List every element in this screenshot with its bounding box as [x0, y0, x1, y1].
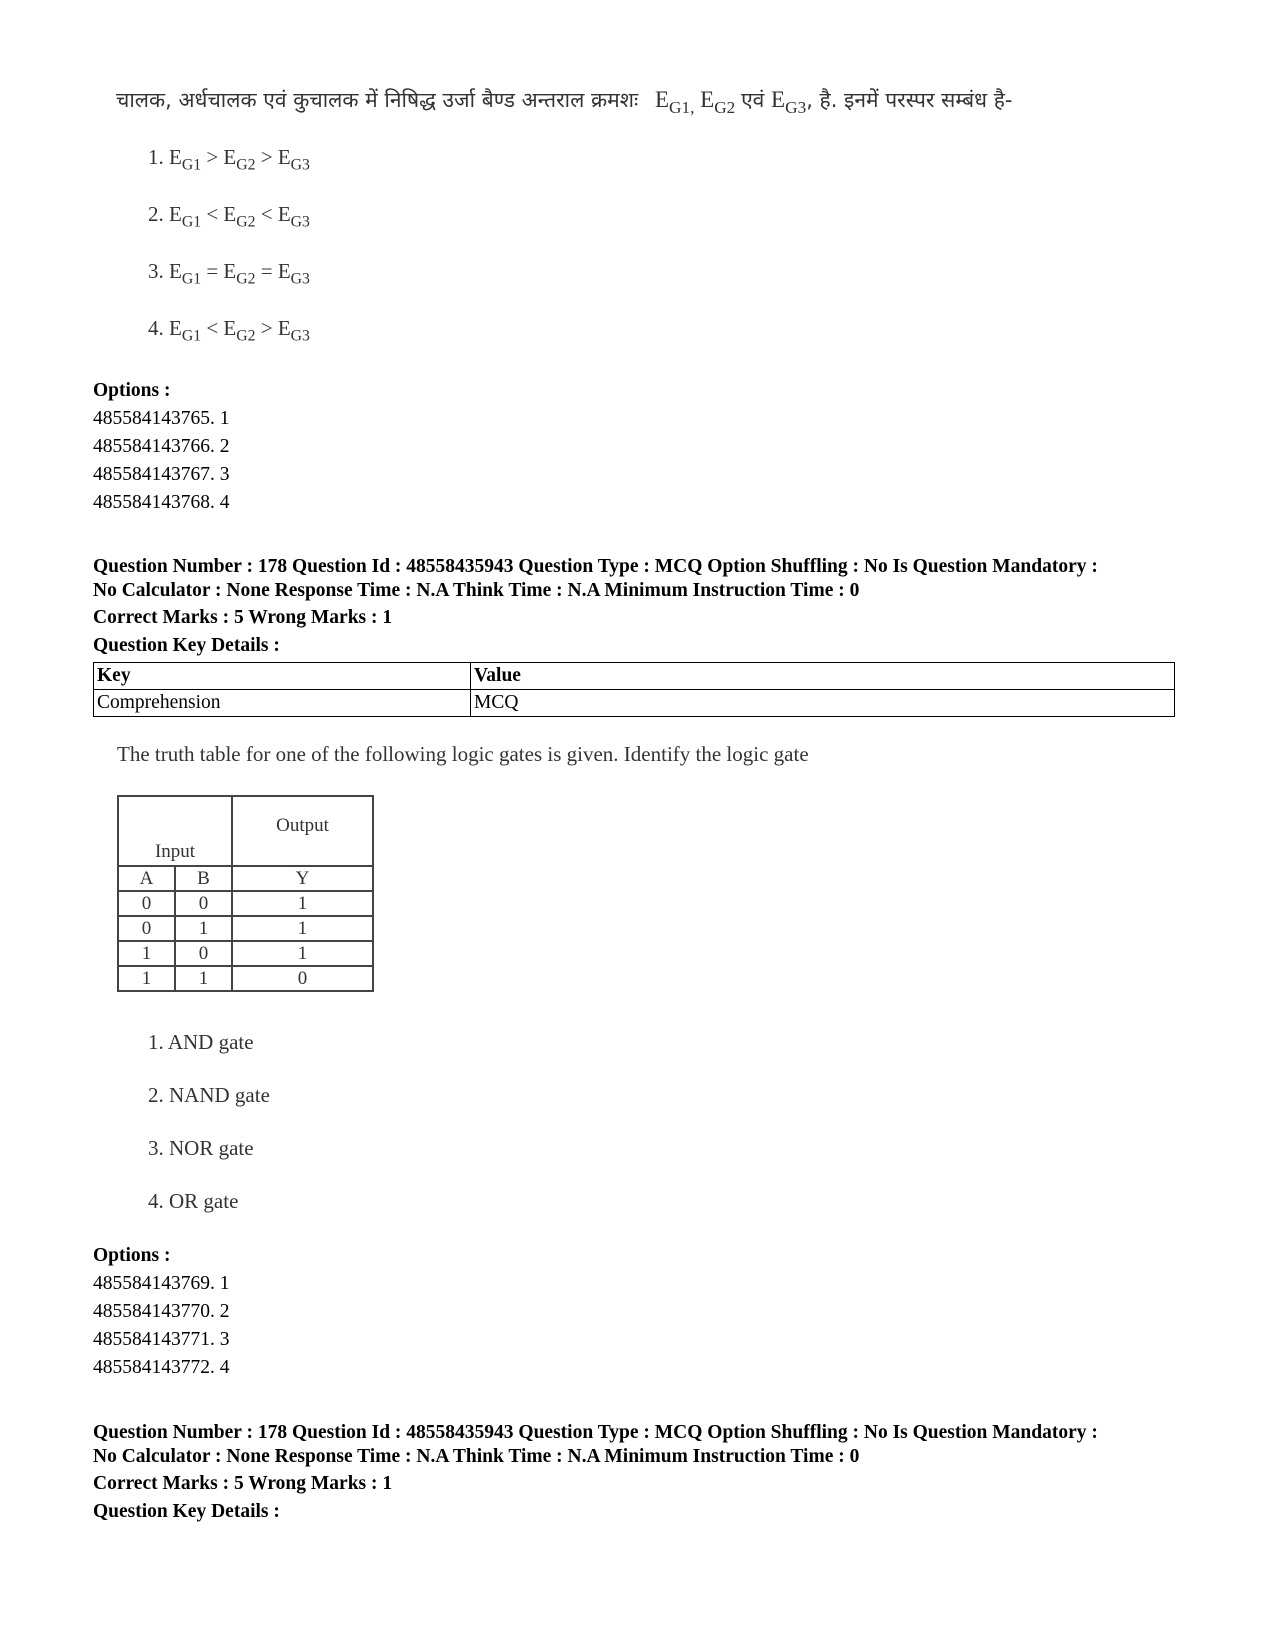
sym-e: E: [169, 316, 182, 340]
options-label: Options :: [93, 1245, 171, 1266]
sym-e: E: [277, 202, 291, 226]
choice-num: 1.: [148, 145, 164, 169]
operator: <: [260, 202, 273, 226]
truth-cell: 1: [232, 891, 373, 916]
col-header: A: [118, 866, 175, 891]
stem-text: चालक, अर्धचालक एवं कुचालक में निषिद्ध उर्जा बैण्ड अन्तराल क्रमशः: [116, 88, 639, 112]
sym-e: E: [223, 202, 237, 226]
choice-num: 4.: [148, 316, 164, 340]
sym-sub: G3: [290, 156, 310, 174]
sym-sub: G2: [236, 327, 256, 345]
truth-cell: 1: [175, 966, 232, 991]
marks-line: Correct Marks : 5 Wrong Marks : 1: [93, 607, 393, 628]
operator: >: [260, 316, 273, 340]
output-label: Output: [232, 796, 373, 866]
sym-sub: G2: [236, 270, 256, 288]
sym-sub: G3: [290, 213, 310, 231]
var-e: E: [771, 87, 786, 112]
operator: >: [206, 145, 219, 169]
sym-sub: G2: [236, 156, 256, 174]
input-label: Input: [118, 796, 232, 866]
choice-item: 3. NOR gate: [148, 1136, 254, 1160]
truth-table-row: [118, 941, 373, 966]
truth-cell: 1: [118, 941, 175, 966]
var-sub: G3: [785, 98, 807, 118]
table-cell: Comprehension: [94, 690, 471, 717]
sym-sub: G1: [181, 327, 202, 345]
operator: <: [206, 202, 219, 226]
truth-cell: 1: [175, 916, 232, 941]
var-sub: G2: [714, 98, 736, 118]
question-meta: [93, 1421, 1203, 1469]
option-id: 485584143771. 3: [93, 1329, 230, 1350]
option-id: 485584143769. 1: [93, 1273, 230, 1294]
col-header: B: [175, 866, 232, 891]
choice-item: [148, 202, 310, 232]
sym-e: E: [169, 145, 182, 169]
table-cell: MCQ: [471, 690, 1175, 717]
choice-num: 2.: [148, 202, 164, 226]
truth-cell: 1: [232, 916, 373, 941]
choice-item: 1. AND gate: [148, 1030, 254, 1054]
option-id: 485584143770. 2: [93, 1301, 230, 1322]
stem-symbols: [654, 87, 741, 118]
col-header: Y: [232, 866, 373, 891]
truth-table-row: [118, 916, 373, 941]
options-label: Options :: [93, 380, 171, 401]
truth-table-row: [118, 966, 373, 991]
truth-table: [117, 795, 374, 992]
key-details-label: Question Key Details :: [93, 1501, 280, 1522]
stem-tail: , है. इनमें परस्पर सम्बंध है-: [806, 88, 1013, 112]
stem-symbol-3: [771, 87, 807, 118]
sym-sub: G1: [181, 270, 202, 288]
stem-and: एवं: [741, 88, 765, 112]
choice-item: [148, 259, 310, 289]
var-sub: G1,: [669, 98, 695, 118]
sym-e: E: [277, 259, 291, 283]
truth-cell: 0: [232, 966, 373, 991]
truth-cell: 0: [118, 916, 175, 941]
sym-sub: G3: [290, 270, 310, 288]
meta-line: No Calculator : None Response Time : N.A Think Time : N.A Minimum Instruction Time : 0: [93, 1446, 860, 1467]
choice-item: [148, 316, 310, 346]
var-e: E: [700, 87, 715, 112]
truth-cell: 0: [175, 891, 232, 916]
marks-line: Correct Marks : 5 Wrong Marks : 1: [93, 1473, 393, 1494]
meta-line: Question Number : 178 Question Id : 48558435943 Question Type : MCQ Option Shuffling : No Is Question Mandatory :: [93, 556, 1098, 577]
sym-e: E: [223, 259, 237, 283]
choice-item: 2. NAND gate: [148, 1083, 270, 1107]
operator: =: [260, 259, 273, 283]
sym-e: E: [169, 259, 182, 283]
key-details-table: [93, 662, 1175, 717]
option-id: 485584143772. 4: [93, 1357, 230, 1378]
table-header-row: [94, 663, 1175, 690]
sym-e: E: [223, 145, 237, 169]
key-details-label: Question Key Details :: [93, 635, 280, 656]
truth-cell: 0: [175, 941, 232, 966]
table-row: [94, 690, 1175, 717]
choice-num: 3.: [148, 259, 164, 283]
sym-e: E: [277, 316, 291, 340]
choice-item: [148, 145, 310, 175]
choice-item: 4. OR gate: [148, 1189, 239, 1213]
sym-e: E: [223, 316, 237, 340]
truth-table-col-row: [118, 866, 373, 891]
operator: >: [260, 145, 273, 169]
meta-line: No Calculator : None Response Time : N.A Think Time : N.A Minimum Instruction Time : 0: [93, 580, 860, 601]
option-id: 485584143766. 2: [93, 436, 230, 457]
option-id: 485584143767. 3: [93, 464, 230, 485]
operator: <: [206, 316, 219, 340]
option-id: 485584143768. 4: [93, 492, 230, 513]
table-header-cell: Key: [94, 663, 471, 690]
truth-cell: 1: [118, 966, 175, 991]
sym-sub: G3: [290, 327, 310, 345]
table-header-cell: Value: [471, 663, 1175, 690]
meta-line: Question Number : 178 Question Id : 48558435943 Question Type : MCQ Option Shuffling : No Is Question Mandatory :: [93, 1422, 1098, 1443]
question-stem: The truth table for one of the following logic gates is given. Identify the logic gate: [117, 742, 809, 766]
option-id: 485584143765. 1: [93, 408, 230, 429]
truth-table-header-row: [118, 796, 373, 866]
question-meta: [93, 555, 1203, 603]
sym-e: E: [169, 202, 182, 226]
sym-sub: G1: [181, 156, 202, 174]
question-stem-hindi: [116, 86, 1012, 118]
truth-cell: 1: [232, 941, 373, 966]
sym-sub: G1: [181, 213, 202, 231]
operator: =: [206, 259, 219, 283]
truth-table-row: [118, 891, 373, 916]
var-e: E: [654, 87, 669, 112]
sym-sub: G2: [236, 213, 256, 231]
truth-cell: 0: [118, 891, 175, 916]
sym-e: E: [277, 145, 291, 169]
